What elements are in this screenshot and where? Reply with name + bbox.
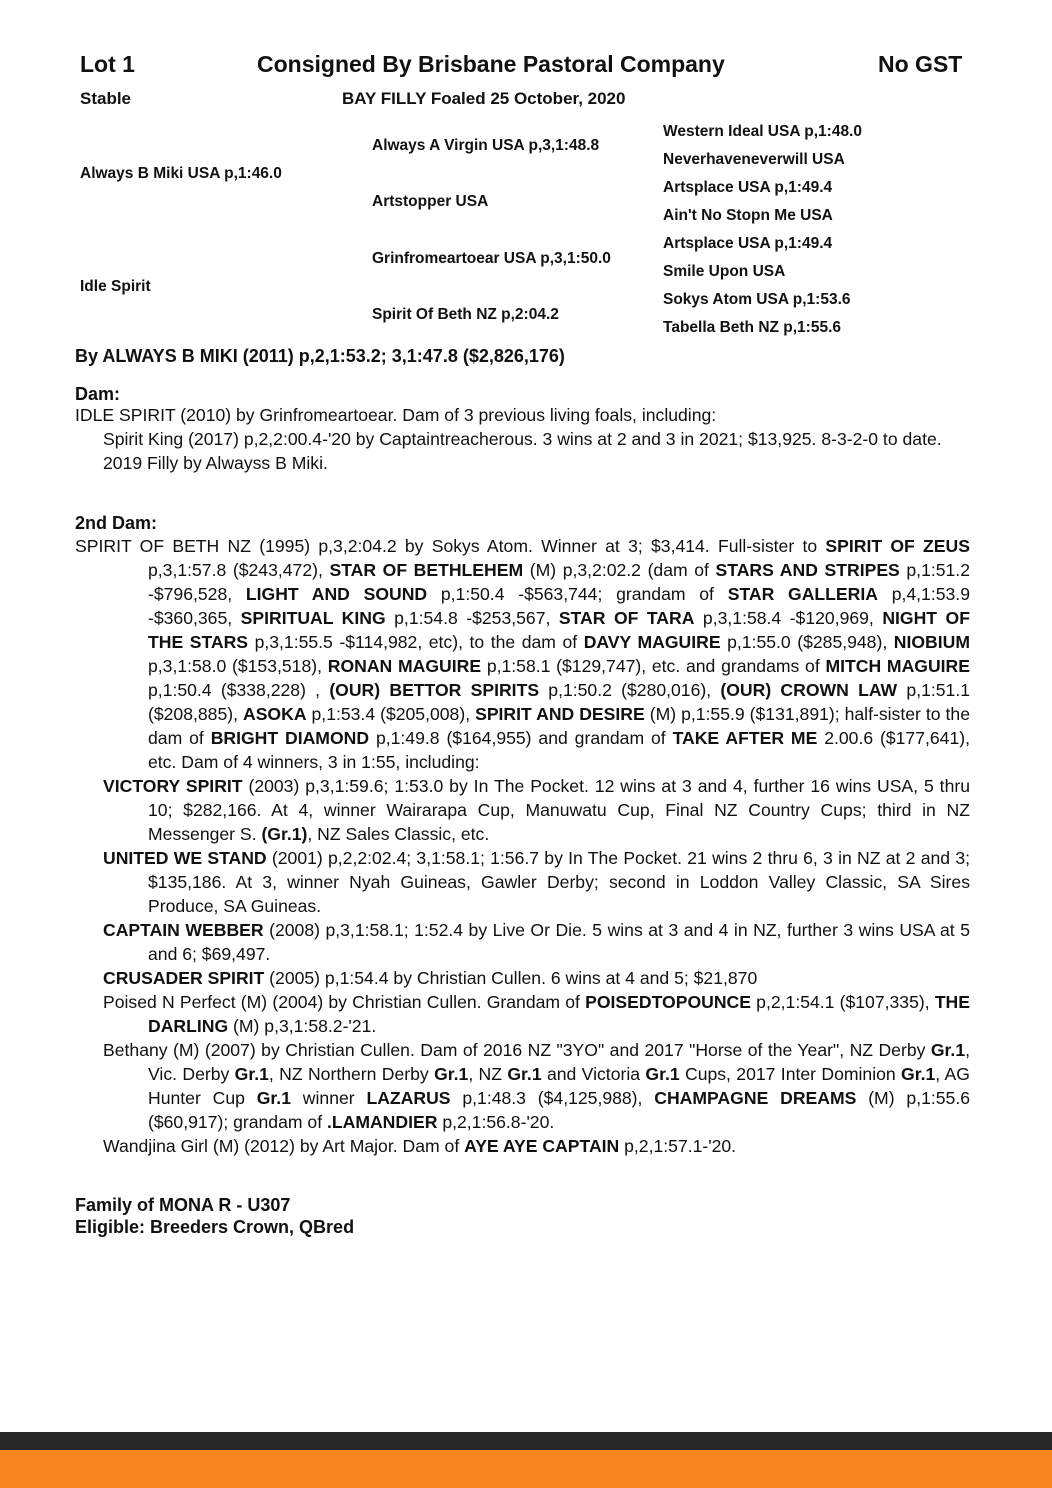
text-run: p,1:58.1 ($129,747), etc. and grandams of — [481, 656, 826, 676]
text-run: p,1:50.4 -$563,744; grandam of — [427, 584, 728, 604]
horse-description: BAY FILLY Foaled 25 October, 2020 — [342, 89, 626, 108]
text-run: p,4,1:53.9 -$360,365, — [148, 584, 970, 628]
horse-name-bold: POISEDTOPOUNCE — [585, 992, 751, 1012]
text-run: (2008) p,3,1:58.1; 1:52.4 by Live Or Die. 5 wins at 3 and 4 in NZ, further 3 wins USA at 5 and 6; $69,497. — [148, 920, 970, 964]
text-run: winner — [290, 1088, 367, 1108]
dam-section-title: Dam: — [75, 384, 121, 404]
text-run: SPIRIT OF BETH NZ (1995) p,3,2:04.2 by Sokys Atom. Winner at 3; $3,414. Full-sister to — [75, 536, 826, 556]
horse-name-bold: LIGHT AND SOUND — [245, 584, 428, 604]
family-line: Family of MONA R - U307 — [75, 1195, 291, 1215]
text-run: Bethany (M) (2007) by Christian Cullen. Dam of 2016 NZ "3YO" and 2017 "Horse of the Year", NZ Derby — [103, 1040, 931, 1060]
horse-name-bold: BRIGHT DIAMOND — [210, 728, 370, 748]
pedigree-gen3-entry: Smile Upon USA — [663, 263, 786, 280]
pedigree-dam-sire: Grinfromeartoear USA p,3,1:50.0 — [372, 250, 611, 267]
text-run: Poised N Perfect (M) (2004) by Christian Cullen. Grandam of — [103, 992, 586, 1012]
pedigree-gen3-entry: Western Ideal USA p,1:48.0 — [663, 123, 862, 140]
text-run: p,1:49.8 ($164,955) and grandam of — [369, 728, 673, 748]
text-run: Wandjina Girl (M) (2012) by Art Major. Dam of — [103, 1136, 465, 1156]
horse-name-bold: MITCH MAGUIRE — [825, 656, 970, 676]
consignor: Consigned By Brisbane Pastoral Company — [257, 51, 725, 77]
text-run: p,1:50.2 ($280,016), — [539, 680, 721, 700]
text-run: p,2,1:57.1-'20. — [619, 1136, 737, 1156]
horse-name-bold: Gr.1 — [234, 1064, 269, 1084]
horse-name-bold: Gr.1 — [645, 1064, 680, 1084]
horse-name-bold: DAVY MAGUIRE — [583, 632, 721, 652]
horse-name-bold: CAPTAIN WEBBER — [103, 920, 264, 940]
text-run: Cups, 2017 Inter Dominion — [679, 1064, 902, 1084]
second-dam-progeny-list — [75, 774, 970, 1158]
text-run: p,3,1:58.4 -$120,969, — [694, 608, 883, 628]
pedigree-gen3-entry: Ain't No Stopn Me USA — [663, 207, 833, 224]
pedigree-sire-sire: Always A Virgin USA p,3,1:48.8 — [372, 137, 600, 154]
progeny-entry — [75, 918, 970, 966]
horse-name-bold: STAR OF TARA — [558, 608, 695, 628]
second-dam-description — [75, 534, 970, 774]
text-run: p,2,1:54.1 ($107,335), — [751, 992, 935, 1012]
horse-name-bold: UNITED WE STAND — [103, 848, 267, 868]
horse-name-bold: VICTORY SPIRIT — [103, 776, 243, 796]
text-run: p,1:50.4 ($338,228) , — [148, 680, 330, 700]
horse-name-bold: SPIRIT OF ZEUS — [825, 536, 970, 556]
progeny-entry — [75, 1038, 970, 1134]
text-run: p,1:51.1 ($208,885), — [148, 680, 971, 724]
text-run: (2005) p,1:54.4 by Christian Cullen. 6 wins at 4 and 5; $21,870 — [264, 968, 758, 988]
progeny-entry — [75, 846, 970, 918]
dam-foal: Spirit King (2017) p,2,2:00.4-'20 by Captaintreacherous. 3 wins at 2 and 3 in 2021; $13,925. 8-3-2-0 to date. — [103, 429, 942, 449]
horse-name-bold: SPIRIT AND DESIRE — [475, 704, 645, 724]
pedigree-gen3-entry: Artsplace USA p,1:49.4 — [663, 179, 833, 196]
progeny-entry — [75, 774, 970, 846]
text-run: , NZ Sales Classic, etc. — [307, 824, 490, 844]
sire-line: By ALWAYS B MIKI (2011) p,2,1:53.2; 3,1:47.8 ($2,826,176) — [75, 346, 565, 366]
text-run: p,1:55.0 ($285,948), — [720, 632, 894, 652]
text-run: , NZ Northern Derby — [268, 1064, 435, 1084]
text-run: , NZ — [468, 1064, 508, 1084]
text-run: p,1:54.8 -$253,567, — [385, 608, 559, 628]
horse-name-bold: NIGHT OF THE STARS — [148, 608, 970, 652]
text-run: p,3,1:55.5 -$114,982, etc), to the dam of — [248, 632, 584, 652]
horse-name-bold: CHAMPAGNE DREAMS — [654, 1088, 857, 1108]
text-run: 2.00.6 ($177,641), etc. Dam of 4 winners, 3 in 1:55, including: — [148, 728, 970, 772]
footer-orange-band — [0, 1450, 1052, 1488]
text-run: p,1:53.4 ($205,008), — [306, 704, 476, 724]
horse-name-bold: CRUSADER SPIRIT — [103, 968, 265, 988]
horse-name-bold: Gr.1 — [434, 1064, 469, 1084]
text-run: (M) p,3,2:02.2 (dam of — [523, 560, 716, 580]
pedigree-gen3-entry: Sokys Atom USA p,1:53.6 — [663, 291, 851, 308]
horse-name-bold: NIOBIUM — [893, 632, 970, 652]
horse-name-bold: STARS AND STRIPES — [715, 560, 900, 580]
lot-number: Lot 1 — [80, 51, 135, 77]
text-run: p,1:51.2 -$796,528, — [148, 560, 970, 604]
horse-name-bold: .LAMANDIER — [326, 1112, 438, 1132]
second-dam-section — [75, 534, 970, 1158]
text-run: p,1:48.3 ($4,125,988), — [450, 1088, 655, 1108]
text-run: (M) p,3,1:58.2-'21. — [228, 1016, 377, 1036]
text-run: (M) p,1:55.9 ($131,891); half-sister to the dam of — [148, 704, 970, 748]
horse-name-bold: THE DARLING — [148, 992, 970, 1036]
horse-name-bold: RONAN MAGUIRE — [327, 656, 482, 676]
eligibility-line: Eligible: Breeders Crown, QBred — [75, 1217, 355, 1237]
text-run: p,3,1:58.0 ($153,518), — [148, 656, 328, 676]
pedigree-gen3-entry: Tabella Beth NZ p,1:55.6 — [663, 319, 842, 336]
horse-name-bold: (Gr.1) — [261, 824, 308, 844]
text-run: p,3,1:57.8 ($243,472), — [148, 560, 330, 580]
pedigree-gen3-entry: Artsplace USA p,1:49.4 — [663, 235, 833, 252]
horse-name-bold: SPIRITUAL KING — [240, 608, 386, 628]
horse-name-bold: AYE AYE CAPTAIN — [464, 1136, 620, 1156]
progeny-entry — [75, 990, 970, 1038]
horse-name-bold: (OUR) CROWN LAW — [720, 680, 898, 700]
text-run: (2003) p,3,1:59.6; 1:53.0 by In The Pocket. 12 wins at 3 and 4, further 16 wins USA, 5 thru 10; $282,166. At 4, winner Wairarapa Cup, Manuwatu Cup, Final NZ Country Cups; third in NZ Messenger S. — [148, 776, 970, 844]
text-run: (2001) p,2,2:02.4; 3,1:58.1; 1:56.7 by In The Pocket. 21 wins 2 thru 6, 3 in NZ at 2 and 3; $135,186. At 3, winner Nyah Guineas, Gawler Derby; second in Loddon Valley Classic, SA Sires Produce, SA Guineas. — [148, 848, 970, 916]
text-run: (M) p,1:55.6 ($60,917); grandam of — [148, 1088, 970, 1132]
horse-name-bold: Gr.1 — [930, 1040, 966, 1060]
gst-status: No GST — [878, 51, 963, 77]
location: Stable — [80, 89, 132, 108]
text-run: , Vic. Derby — [148, 1040, 970, 1084]
text-run: , AG Hunter Cup — [148, 1064, 970, 1108]
horse-name-bold: LAZARUS — [366, 1088, 451, 1108]
dam-intro: IDLE SPIRIT (2010) by Grinfromeartoear. Dam of 3 previous living foals, including: — [75, 405, 717, 425]
text-run: p,2,1:56.8-'20. — [437, 1112, 555, 1132]
progeny-entry — [75, 966, 970, 990]
horse-name-bold: STAR OF BETHLEHEM — [329, 560, 524, 580]
horse-name-bold: Gr.1 — [901, 1064, 936, 1084]
horse-name-bold: Gr.1 — [507, 1064, 542, 1084]
second-dam-title: 2nd Dam: — [75, 513, 158, 533]
text-run: and Victoria — [541, 1064, 646, 1084]
dam-section — [75, 403, 970, 475]
dam-foal: 2019 Filly by Alwayss B Miki. — [103, 453, 328, 473]
horse-name-bold: STAR GALLERIA — [727, 584, 878, 604]
pedigree-dam-dam: Spirit Of Beth NZ p,2:04.2 — [372, 306, 559, 323]
pedigree-dam: Idle Spirit — [80, 278, 151, 295]
footer-dark-band — [0, 1432, 1052, 1450]
horse-name-bold: TAKE AFTER ME — [672, 728, 818, 748]
horse-name-bold: ASOKA — [242, 704, 307, 724]
pedigree-gen3-entry: Neverhaveneverwill USA — [663, 151, 845, 168]
horse-name-bold: (OUR) BETTOR SPIRITS — [329, 680, 540, 700]
pedigree-sire-dam: Artstopper USA — [372, 193, 489, 210]
pedigree-sire: Always B Miki USA p,1:46.0 — [80, 165, 282, 182]
progeny-entry — [75, 1134, 970, 1158]
horse-name-bold: Gr.1 — [256, 1088, 291, 1108]
